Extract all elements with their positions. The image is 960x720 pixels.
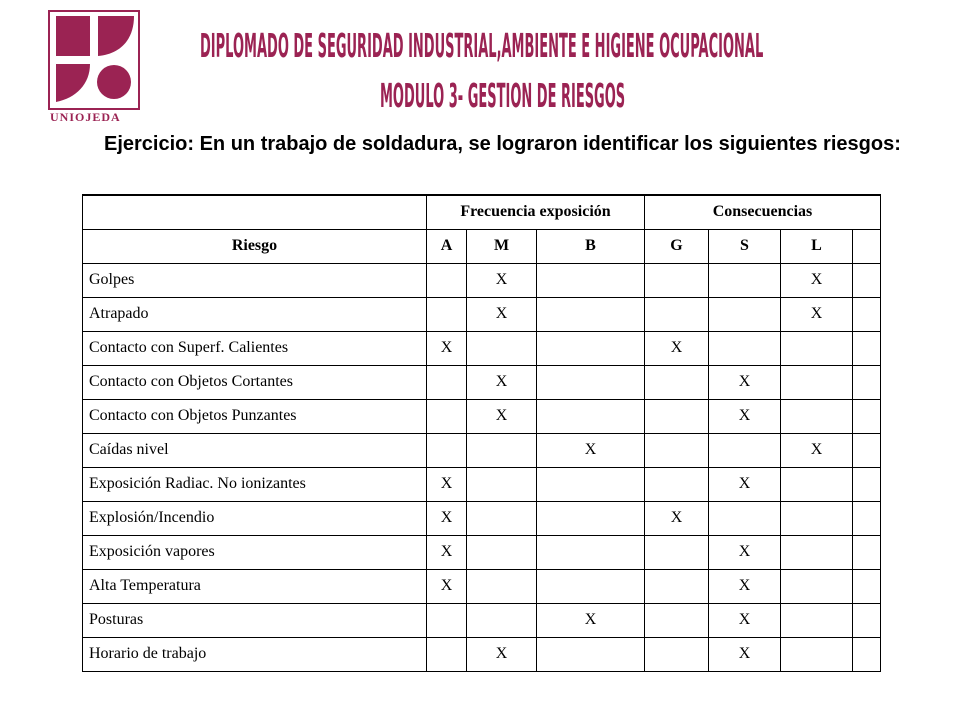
riesgo-cell: Alta Temperatura <box>83 569 427 603</box>
riesgo-cell: Contacto con Objetos Cortantes <box>83 365 427 399</box>
mark-cell <box>781 569 853 603</box>
mark-cell <box>853 365 881 399</box>
table-row <box>83 297 881 331</box>
mark-cell: X <box>427 331 467 365</box>
table-row <box>83 433 881 467</box>
mark-cell <box>853 603 881 637</box>
mark-cell <box>467 603 537 637</box>
mark-cell <box>781 467 853 501</box>
mark-cell <box>427 637 467 671</box>
mark-cell: X <box>781 263 853 297</box>
riesgo-cell: Golpes <box>83 263 427 297</box>
uniojeda-logo <box>48 10 140 122</box>
mark-cell: X <box>467 399 537 433</box>
mark-cell <box>781 501 853 535</box>
mark-cell: X <box>537 603 645 637</box>
mark-cell <box>537 535 645 569</box>
mark-cell <box>645 535 709 569</box>
mark-cell <box>537 263 645 297</box>
mark-cell <box>853 501 881 535</box>
mark-cell <box>645 399 709 433</box>
mark-cell <box>537 637 645 671</box>
mark-cell: X <box>781 433 853 467</box>
mark-cell <box>427 399 467 433</box>
column-header <box>853 229 881 263</box>
mark-cell <box>853 637 881 671</box>
riesgo-cell: Contacto con Objetos Punzantes <box>83 399 427 433</box>
column-header-row <box>83 229 881 263</box>
frecuencia-header: Frecuencia exposición <box>427 195 645 229</box>
mark-cell <box>467 331 537 365</box>
mark-cell <box>709 263 781 297</box>
mark-cell <box>537 331 645 365</box>
mark-cell <box>645 603 709 637</box>
riesgo-cell: Explosión/Incendio <box>83 501 427 535</box>
mark-cell: X <box>709 535 781 569</box>
table-row <box>83 263 881 297</box>
mark-cell <box>427 603 467 637</box>
mark-cell: X <box>709 467 781 501</box>
table-row <box>83 365 881 399</box>
mark-cell <box>467 569 537 603</box>
mark-cell: X <box>467 637 537 671</box>
mark-cell <box>645 467 709 501</box>
mark-cell <box>781 637 853 671</box>
logo-text: UNIOJEDA <box>50 110 121 124</box>
table-row <box>83 637 881 671</box>
table-row <box>83 501 881 535</box>
mark-cell <box>709 297 781 331</box>
mark-cell <box>781 365 853 399</box>
mark-cell: X <box>537 433 645 467</box>
mark-cell: X <box>781 297 853 331</box>
mark-cell <box>537 297 645 331</box>
column-header: G <box>645 229 709 263</box>
mark-cell <box>781 535 853 569</box>
riesgo-cell: Posturas <box>83 603 427 637</box>
mark-cell <box>427 365 467 399</box>
column-header: B <box>537 229 645 263</box>
table-row <box>83 331 881 365</box>
mark-cell <box>853 399 881 433</box>
mark-cell: X <box>709 637 781 671</box>
mark-cell: X <box>709 603 781 637</box>
mark-cell: X <box>427 569 467 603</box>
mark-cell: X <box>709 569 781 603</box>
mark-cell <box>709 433 781 467</box>
mark-cell <box>645 637 709 671</box>
mark-cell <box>853 331 881 365</box>
riesgo-cell: Exposición vapores <box>83 535 427 569</box>
mark-cell <box>853 569 881 603</box>
mark-cell <box>781 331 853 365</box>
column-header: M <box>467 229 537 263</box>
consecuencias-header: Consecuencias <box>645 195 881 229</box>
mark-cell <box>645 433 709 467</box>
course-title: DIPLOMADO DE SEGURIDAD INDUSTRIAL,AMBIENTE E HIGIENE OCUPACIONAL <box>200 28 764 66</box>
mark-cell <box>537 467 645 501</box>
column-header: Riesgo <box>83 229 427 263</box>
mark-cell <box>781 603 853 637</box>
mark-cell <box>781 399 853 433</box>
riesgo-cell: Exposición Radiac. No ionizantes <box>83 467 427 501</box>
module-title: MODULO 3- GESTION DE RIESGOS <box>380 78 626 116</box>
empty-header-cell <box>83 195 427 229</box>
mark-cell <box>537 399 645 433</box>
column-header: S <box>709 229 781 263</box>
mark-cell: X <box>427 535 467 569</box>
risk-table <box>82 194 881 672</box>
mark-cell <box>853 467 881 501</box>
mark-cell <box>537 365 645 399</box>
mark-cell: X <box>467 365 537 399</box>
mark-cell <box>853 535 881 569</box>
mark-cell: X <box>427 501 467 535</box>
mark-cell <box>645 297 709 331</box>
mark-cell <box>427 297 467 331</box>
exercise-text: Ejercicio: En un trabajo de soldadura, se lograron identificar los siguientes riesgos: <box>104 133 901 155</box>
mark-cell <box>467 433 537 467</box>
table-row <box>83 399 881 433</box>
riesgo-cell: Horario de trabajo <box>83 637 427 671</box>
riesgo-cell: Atrapado <box>83 297 427 331</box>
mark-cell <box>467 535 537 569</box>
mark-cell <box>467 501 537 535</box>
table-row <box>83 535 881 569</box>
group-header-row <box>83 195 881 229</box>
mark-cell: X <box>467 263 537 297</box>
mark-cell: X <box>709 365 781 399</box>
mark-cell: X <box>467 297 537 331</box>
mark-cell: X <box>645 331 709 365</box>
mark-cell <box>709 501 781 535</box>
column-header: A <box>427 229 467 263</box>
column-header: L <box>781 229 853 263</box>
riesgo-cell: Caídas nivel <box>83 433 427 467</box>
mark-cell <box>853 297 881 331</box>
table-row <box>83 467 881 501</box>
mark-cell <box>853 263 881 297</box>
mark-cell <box>853 433 881 467</box>
mark-cell <box>467 467 537 501</box>
mark-cell: X <box>427 467 467 501</box>
mark-cell <box>537 501 645 535</box>
mark-cell <box>427 263 467 297</box>
mark-cell <box>709 331 781 365</box>
table-row <box>83 603 881 637</box>
mark-cell: X <box>709 399 781 433</box>
riesgo-cell: Contacto con Superf. Calientes <box>83 331 427 365</box>
mark-cell <box>645 569 709 603</box>
mark-cell <box>427 433 467 467</box>
mark-cell <box>645 263 709 297</box>
table-row <box>83 569 881 603</box>
mark-cell: X <box>645 501 709 535</box>
mark-cell <box>537 569 645 603</box>
mark-cell <box>645 365 709 399</box>
